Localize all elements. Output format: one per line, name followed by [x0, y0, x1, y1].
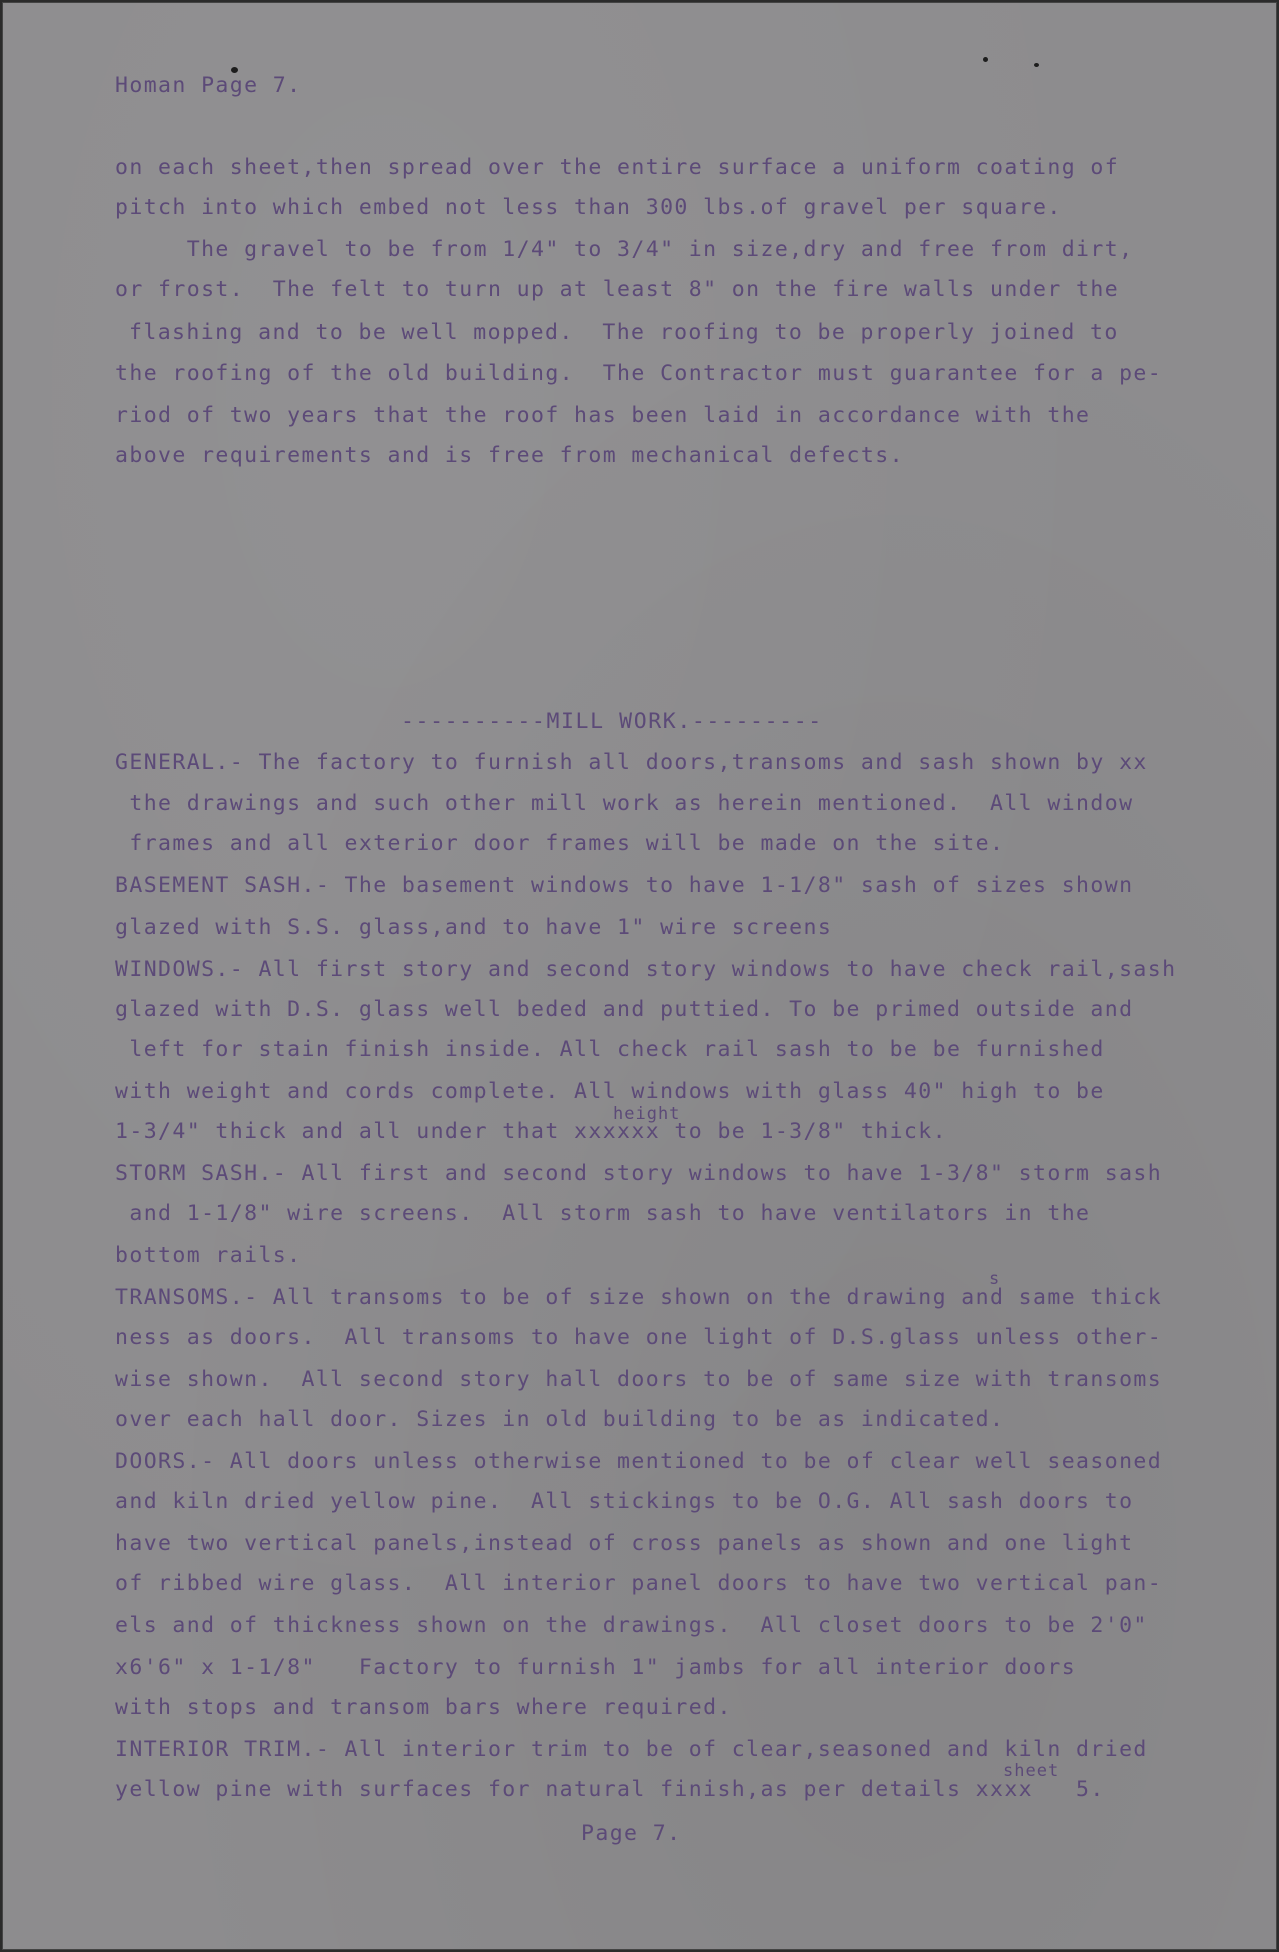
text-line: and 1-1/8" wire screens. All storm sash to have ventilators in the [115, 1201, 1091, 1226]
page-footer: Page 7. [581, 1821, 682, 1846]
text-line: pitch into which embed not less than 300 lbs.of gravel per square. [115, 195, 1062, 220]
text-line: GENERAL.- The factory to furnish all doors,transoms and sash shown by xx [115, 750, 1148, 775]
text-line: the roofing of the old building. The Contractor must guarantee for a pe- [115, 361, 1163, 386]
text-line: with weight and cords complete. All windows with glass 40" high to be [115, 1079, 1105, 1104]
ink-speck [1034, 63, 1039, 67]
text-line: of ribbed wire glass. All interior panel doors to have two vertical pan- [115, 1571, 1163, 1596]
text-line: or frost. The felt to turn up at least 8" on the fire walls under the [115, 277, 1120, 302]
text-line: WINDOWS.- All first story and second story windows to have check rail,sash [115, 957, 1177, 982]
text-line: x6'6" x 1-1/8" Factory to furnish 1" jambs for all interior doors [115, 1655, 1077, 1680]
text-line: BASEMENT SASH.- The basement windows to have 1-1/8" sash of sizes shown [115, 873, 1134, 898]
text-line: yellow pine with surfaces for natural finish,as per details xxxx 5. [115, 1777, 1105, 1802]
text-line: above requirements and is free from mechanical defects. [115, 443, 904, 468]
interlinear-insert: height [613, 1104, 681, 1124]
text-line: flashing and to be well mopped. The roofing to be properly joined to [129, 320, 1119, 345]
ink-speck [983, 57, 988, 62]
section-heading: ----------MILL WORK.--------- [401, 709, 823, 734]
text-line: frames and all exterior door frames will be made on the site. [115, 831, 1005, 856]
text-line: TRANSOMS.- All transoms to be of size shown on the drawing and same thick [115, 1285, 1163, 1310]
text-line: DOORS.- All doors unless otherwise mentioned to be of clear well seasoned [115, 1449, 1163, 1474]
text-line: with stops and transom bars where required. [115, 1695, 732, 1720]
text-line: riod of two years that the roof has been laid in accordance with the [115, 403, 1091, 428]
text-line: on each sheet,then spread over the entire surface a uniform coating of [115, 155, 1120, 180]
text-line: left for stain finish inside. All check rail sash to be be furnished [115, 1037, 1105, 1062]
text-line: INTERIOR TRIM.- All interior trim to be of clear,seasoned and kiln dried [115, 1737, 1148, 1762]
interlinear-insert: sheet [1003, 1761, 1060, 1781]
text-line: els and of thickness shown on the drawings. All closet doors to be 2'0" [115, 1613, 1148, 1638]
text-line: ness as doors. All transoms to have one light of D.S.glass unless other- [115, 1325, 1163, 1350]
interlinear-insert: s [989, 1269, 1001, 1289]
text-line: the drawings and such other mill work as herein mentioned. All window [115, 791, 1134, 816]
text-line: glazed with D.S. glass well beded and puttied. To be primed outside and [115, 997, 1134, 1022]
text-line: bottom rails. [115, 1243, 302, 1268]
text-line: 1-3/4" thick and all under that xxxxxx to be 1-3/8" thick. [115, 1119, 947, 1144]
text-line: glazed with S.S. glass,and to have 1" wire screens [115, 915, 833, 940]
text-line: have two vertical panels,instead of cross panels as shown and one light [115, 1531, 1134, 1556]
text-line: wise shown. All second story hall doors to be of same size with transoms [115, 1367, 1163, 1392]
document-page [2, 2, 1277, 1950]
text-line: The gravel to be from 1/4" to 3/4" in size,dry and free from dirt, [115, 237, 1134, 262]
text-line: over each hall door. Sizes in old building to be as indicated. [115, 1407, 1005, 1432]
text-line: and kiln dried yellow pine. All stickings to be O.G. All sash doors to [115, 1489, 1134, 1514]
page-header: Homan Page 7. [115, 73, 302, 98]
text-line: STORM SASH.- All first and second story windows to have 1-3/8" storm sash [115, 1161, 1163, 1186]
